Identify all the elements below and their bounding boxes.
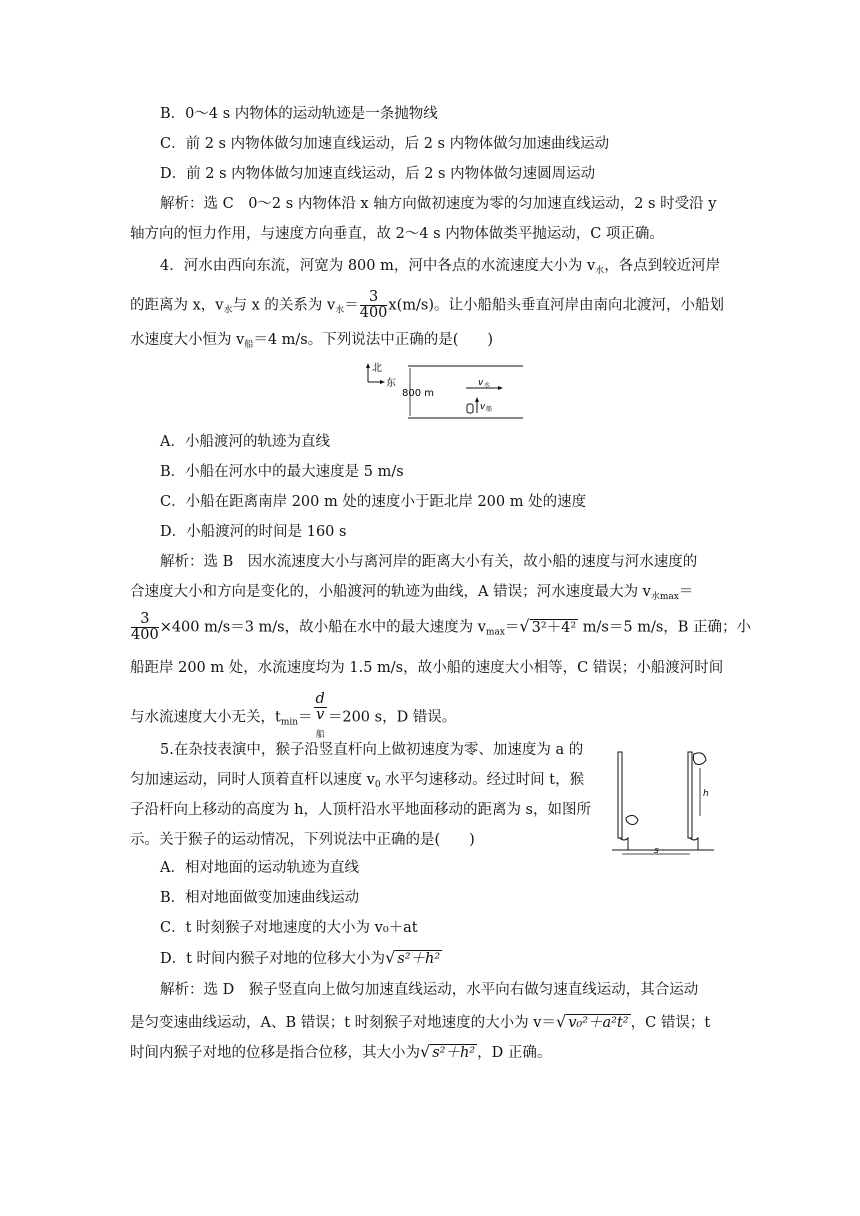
q4-option-b: B．小船在河水中的最大速度是 5 m/s [160, 464, 404, 480]
q5-option-c: C．t 时刻猴子对地速度的大小为 v₀＋at [160, 920, 418, 936]
north-label: 北 [372, 363, 382, 374]
q4-analysis-line-1: 解析：选 B 因水流速度大小与离河岸的距离大小有关，故小船的速度与河水速度的 [160, 554, 698, 570]
q4-stem-line-2: 的距离为 x，$v_水$与 x 的关系为 $v_水=$ $\frac{3}{400}$ x(m/s)。让小船船头垂直河岸由南向北渡河，小船划 [130, 289, 724, 321]
q4-option-d: D．小船渡河的时间是 160 s [160, 524, 347, 540]
q5-analysis-line-3: 时间内猴子对地的位移是指合位移，其大小为√ s²＋h² ，D 正确。 [130, 1042, 552, 1061]
pole-left [618, 752, 622, 838]
q5-option-d: D．t 时间内猴子对地的位移大小为√ s²＋h² [160, 948, 441, 967]
river-diagram [358, 360, 528, 422]
boat-icon [467, 404, 473, 413]
q4-stem-line-1: 4．河水由西向东流，河宽为 800 m，河中各点的水流速度大小为 $v_水$，各点到较近河岸 [160, 258, 721, 276]
q4-option-a: A．小船渡河的轨迹为直线 [160, 434, 330, 450]
q5-stem-line-1: 5.在杂技表演中，猴子沿竖直杆向上做初速度为零、加速度为 a 的 [160, 742, 584, 758]
boat-velocity-label: v [480, 402, 486, 412]
boat-velocity-sub: 船 [486, 406, 493, 413]
person-left-icon [620, 838, 628, 850]
water-velocity-label: v [478, 378, 484, 388]
q3-analysis-line-1: 解析：选 C 0～2 s 内物体沿 x 轴方向做初速度为零的匀加速直线运动，2 s 时受沿 y [160, 196, 717, 212]
river-width-label: 800 m [402, 388, 435, 399]
q5-option-a: A．相对地面的运动轨迹为直线 [160, 860, 359, 876]
q4-analysis-line-5: 与水流速度大小无关，$t_{min}=$ d v $_船$ ＝200 s，D 错误。 [130, 692, 730, 743]
q3-option-d: D．前 2 s 内物体做匀加速直线运动，后 2 s 内物体做匀速圆周运动 [160, 166, 596, 182]
q4-analysis-line-2: 合速度大小和方向是变化的，小船渡河的轨迹为曲线，A 错误；河水速度最大为 $v_{水max}=$ [130, 584, 694, 602]
q5-stem-line-4: 示。关于猴子的运动情况，下列说法中正确的是( ) [130, 832, 475, 848]
pole-right [688, 752, 692, 838]
q3-option-b: B．0～4 s 内物体的运动轨迹是一条抛物线 [160, 106, 438, 122]
q4-analysis-line-4: 船距岸 200 m 处，水流速度均为 1.5 m/s，故小船的速度大小相等，C 错误；小船渡河时间 [130, 660, 724, 676]
monkey-bottom-icon [626, 815, 638, 824]
height-label: h [703, 789, 709, 799]
q4-stem-line-3: 水速度大小恒为 $v_船=4$ m/s。下列说法中正确的是( ) [130, 332, 494, 350]
q5-option-b: B．相对地面做变加速曲线运动 [160, 890, 360, 906]
q4-time-fraction: d v $_船$ [315, 691, 325, 740]
q4-option-c: C．小船在距离南岸 200 m 处的速度小于距北岸 200 m 处的速度 [160, 494, 587, 510]
q4-analysis-fraction: $\frac{3}{400}$ [131, 611, 159, 643]
q3-option-c: C．前 2 s 内物体做匀加速直线运动，后 2 s 内物体做匀加速曲线运动 [160, 136, 610, 152]
q5-stem-line-3: 子沿杆向上移动的高度为 h，人顶杆沿水平地面移动的距离为 s，如图所 [130, 802, 591, 818]
q4-fraction: $\frac{3}{400}$ [359, 289, 388, 321]
q5-stem-line-2: 匀加速运动，同时人顶着直杆以速度 $v_0$ 水平匀速移动。经过时间 t，猴 [130, 772, 585, 790]
q5-analysis-line-2: 是匀变速曲线运动，A、B 错误；t 时刻猴子对地速度的大小为 v＝√ v₀²＋a²t² ，C 错误；t [130, 1012, 711, 1031]
water-velocity-sub: 水 [484, 382, 491, 389]
person-right-icon [690, 838, 698, 850]
q3-analysis-line-2: 轴方向的恒力作用，与速度方向垂直，故 2～4 s 内物体做类平抛运动，C 项正确。 [130, 226, 664, 242]
monkey-top-icon [693, 753, 706, 765]
q5-analysis-line-1: 解析：选 D 猴子竖直向上做匀加速直线运动，水平向右做匀速直线运动，其合运动 [160, 982, 699, 998]
q4-analysis-line-3: $\frac{3}{400}$ ×400 m/s＝3 m/s，故小船在水中的最大速度为 $v_{max}=√$ 3²＋4² m/s＝5 m/s，B 正确；小 [131, 611, 752, 643]
distance-label: s [654, 846, 659, 856]
east-label: 东 [386, 378, 396, 389]
monkey-diagram [612, 746, 716, 856]
